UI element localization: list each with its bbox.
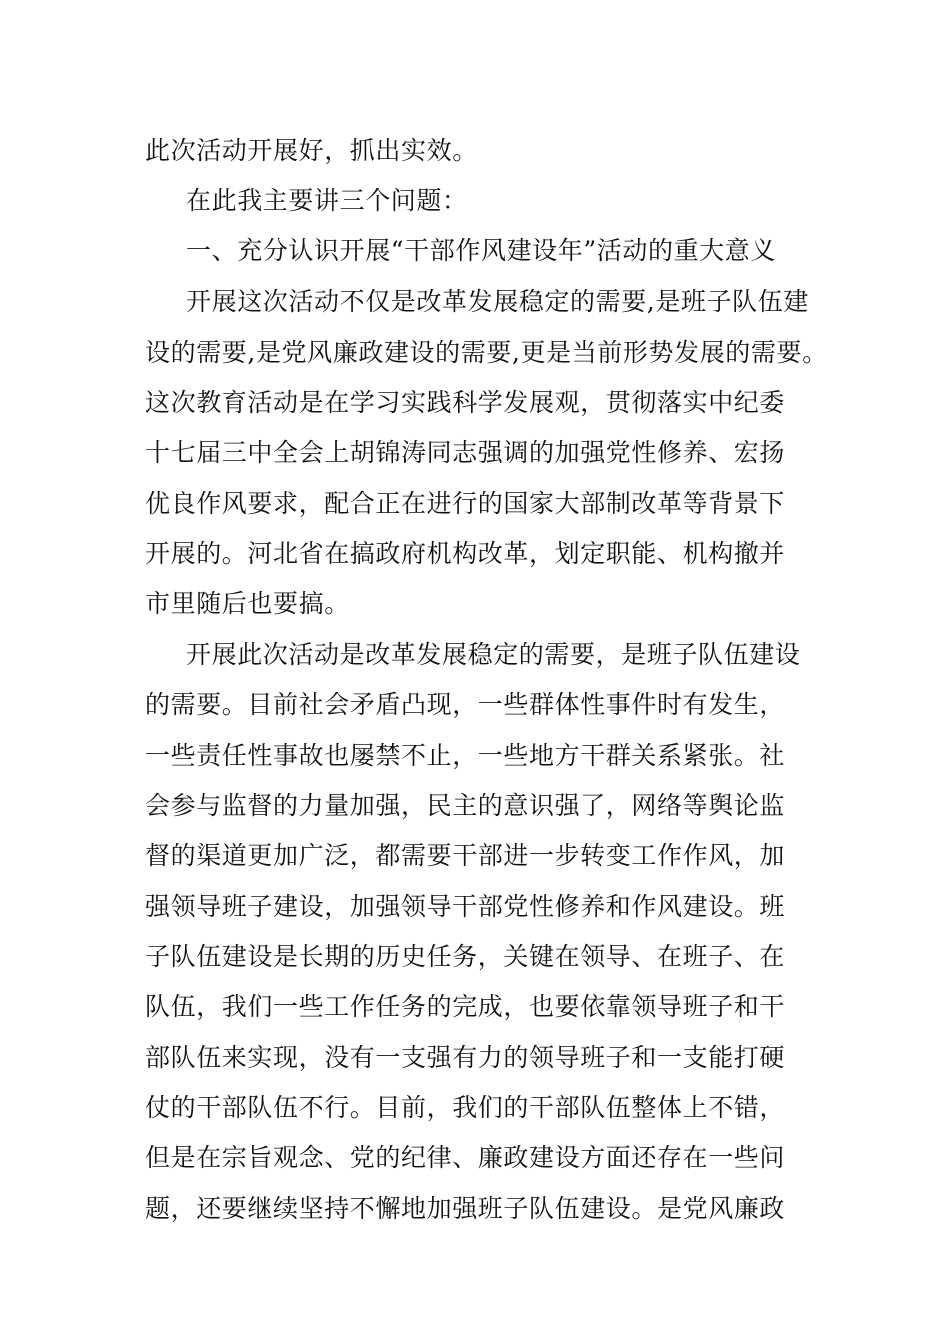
text-line-15: 督的渠道更加广泛，都需要干部进一步转变工作作风，加 [145, 841, 786, 870]
text-line-22: 题，还要继续坚持不懈地加强班子队伍建设。是党风廉政 [145, 1194, 786, 1223]
text-line-7: 十七届三中全会上胡锦涛同志强调的加强党性修养、宏扬 [145, 438, 786, 467]
text-line-11: 开展此次活动是改革发展稳定的需要，是班子队伍建设 [186, 640, 801, 669]
text-line-14: 会参与监督的力量加强，民主的意识强了，网络等舆论监 [145, 791, 786, 820]
text-line-16: 强领导班子建设，加强领导干部党性修养和作风建设。班 [145, 892, 786, 921]
text-line-20: 仗的干部队伍不行。目前，我们的干部队伍整体上不错， [145, 1093, 786, 1122]
text-line-17: 子队伍建设是长期的历史任务，关键在领导、在班子、在 [145, 942, 786, 971]
text-line-18: 队伍，我们一些工作任务的完成，也要依靠领导班子和干 [145, 992, 786, 1021]
text-line-6: 这次教育活动是在学习实践科学发展观，贯彻落实中纪委 [145, 388, 786, 417]
text-line-21: 但是在宗旨观念、党的纪律、廉政建设方面还存在一些问 [145, 1143, 786, 1172]
text-line-9: 开展的。河北省在搞政府机构改革，划定职能、机构撤并 [145, 539, 786, 568]
text-line-2: 在此我主要讲三个问题： [186, 186, 468, 215]
text-line-13: 一些责任性事故也屡禁不止，一些地方干群关系紧张。社 [145, 741, 786, 770]
text-line-8: 优良作风要求，配合正在进行的国家大部制改革等背景下 [145, 489, 786, 518]
text-line-19: 部队伍来实现，没有一支强有力的领导班子和一支能打硬 [145, 1043, 786, 1072]
text-line-12: 的需要。目前社会矛盾凸现，一些群体性事件时有发生， [145, 690, 786, 719]
section-heading: 一、充分认识开展“干部作风建设年”活动的重大意义 [186, 236, 776, 265]
text-line-1: 此次活动开展好，抓出实效。 [145, 136, 478, 165]
text-line-10: 市里随后也要搞。 [145, 589, 350, 618]
text-line-4: 开展这次活动不仅是改革发展稳定的需要,是班子队伍建 [186, 287, 809, 316]
text-line-5: 设的需要,是党风廉政建设的需要,更是当前形势发展的需要。 [145, 338, 828, 367]
